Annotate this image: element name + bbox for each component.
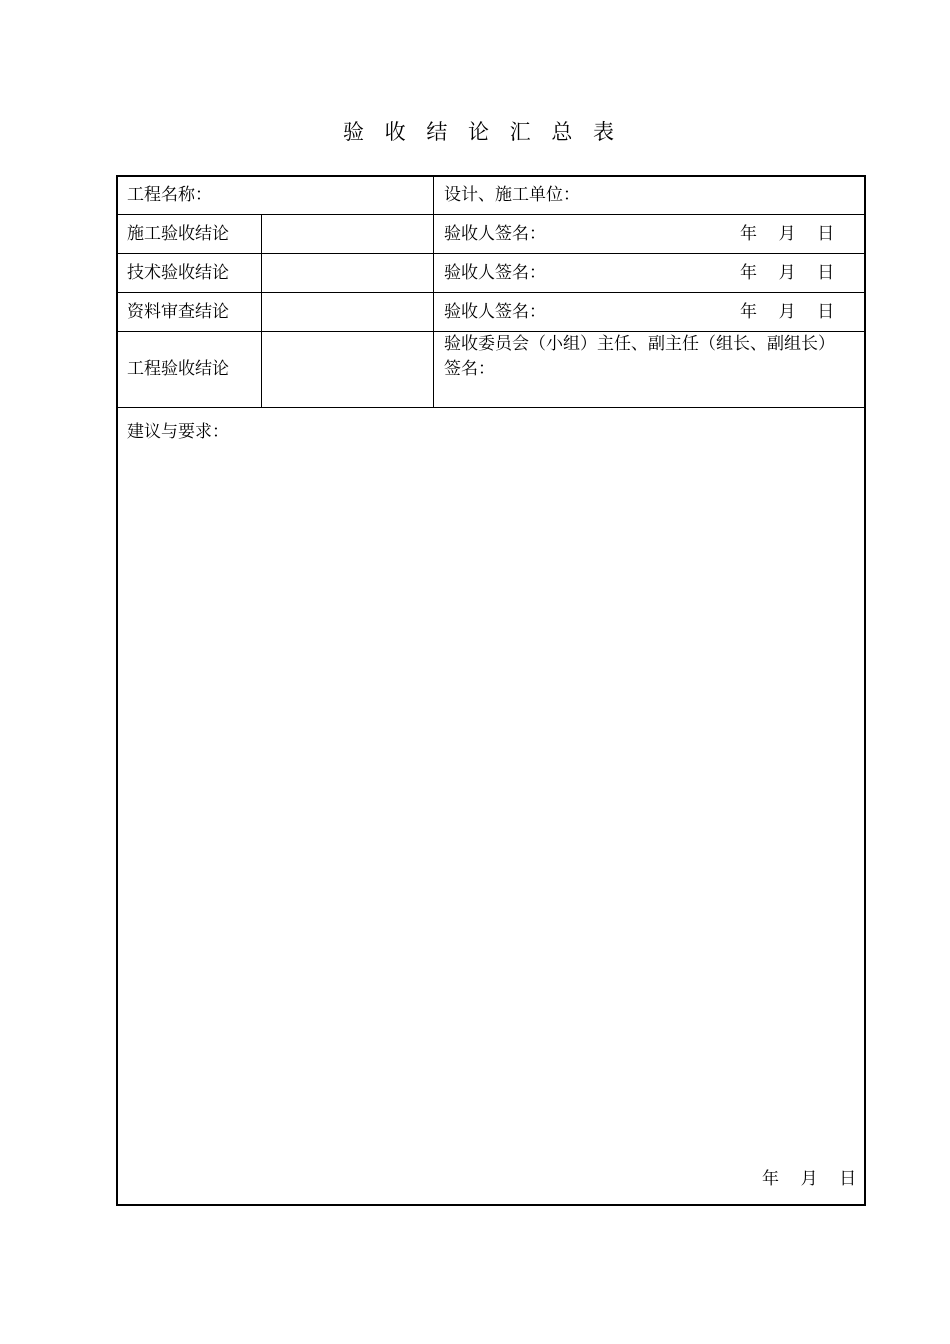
- signature-date: 年 月 日: [740, 302, 835, 322]
- column-divider: [261, 214, 262, 407]
- row-divider: [118, 407, 864, 408]
- form-title: 验 收 结 论 汇 总 表: [342, 120, 622, 144]
- suggestions-date: 年 月 日: [762, 1169, 857, 1189]
- document-review-label: 资料审查结论: [127, 302, 229, 322]
- committee-signature-line: 验收委员会（小组）主任、副主任（组长、副组长）: [444, 334, 835, 354]
- signature-label: 验收人签名：: [444, 224, 546, 244]
- technical-acceptance-label: 技术验收结论: [127, 263, 229, 283]
- signature-label: 验收人签名：: [444, 263, 546, 283]
- committee-signature-label: 签名：: [444, 359, 495, 379]
- acceptance-summary-form: [116, 175, 866, 1206]
- row-divider: [118, 253, 864, 254]
- project-name-label: 工程名称：: [127, 185, 212, 205]
- signature-label: 验收人签名：: [444, 302, 546, 322]
- signature-date: 年 月 日: [740, 263, 835, 283]
- column-divider: [433, 177, 434, 407]
- construction-acceptance-label: 施工验收结论: [127, 224, 229, 244]
- design-construction-unit-label: 设计、施工单位：: [444, 185, 580, 205]
- engineering-acceptance-label: 工程验收结论: [127, 359, 229, 379]
- signature-date: 年 月 日: [740, 224, 835, 244]
- suggestions-label: 建议与要求：: [127, 422, 229, 442]
- row-divider: [118, 214, 864, 215]
- row-divider: [118, 292, 864, 293]
